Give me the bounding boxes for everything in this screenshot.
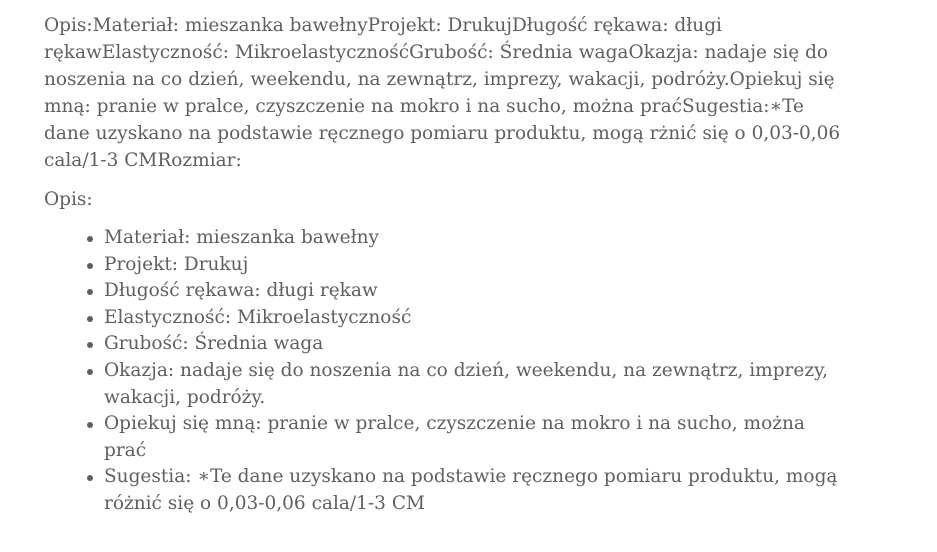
list-item: Projekt: Drukuj (104, 252, 844, 279)
description-run-on-paragraph: Opis:Materiał: mieszanka bawełnyProjekt: DrukujDługość rękawa: długi rękawElastyczność: MikroelastycznośćGrubość: Średnia wagaOkazja: nadaje się do noszenia na co dzień, weekendu, na zewnątrz, imprezy, wakacji, podróży.Opiekuj się mną: pranie w pralce, czyszczenie na mokro i na sucho, można praćSugestia:∗Te dane uzyskano na podstawie ręcznego pomiaru produktu, mogą rżnić się o 0,03-0,06 cala/1-3 CMRozmiar: (44, 15, 841, 171)
product-description (44, 12, 844, 518)
description-section-label: Opis: (44, 189, 93, 210)
list-item: Długość rękawa: długi rękaw (104, 278, 844, 305)
spec-list (44, 225, 844, 518)
list-item: Okazja: nadaje się do noszenia na co dzień, weekendu, na zewnątrz, imprezy, wakacji, podróży. (104, 358, 844, 411)
list-item: Grubość: Średnia waga (104, 331, 844, 358)
list-item: Sugestia: ∗Te dane uzyskano na podstawie ręcznego pomiaru produktu, mogą różnić się o 0,03-0,06 cala/1-3 CM (104, 464, 844, 517)
list-item: Materiał: mieszanka bawełny (104, 225, 844, 252)
list-item: Elastyczność: Mikroelastyczność (104, 305, 844, 332)
list-item: Opiekuj się mną: pranie w pralce, czyszczenie na mokro i na sucho, można prać (104, 411, 844, 464)
